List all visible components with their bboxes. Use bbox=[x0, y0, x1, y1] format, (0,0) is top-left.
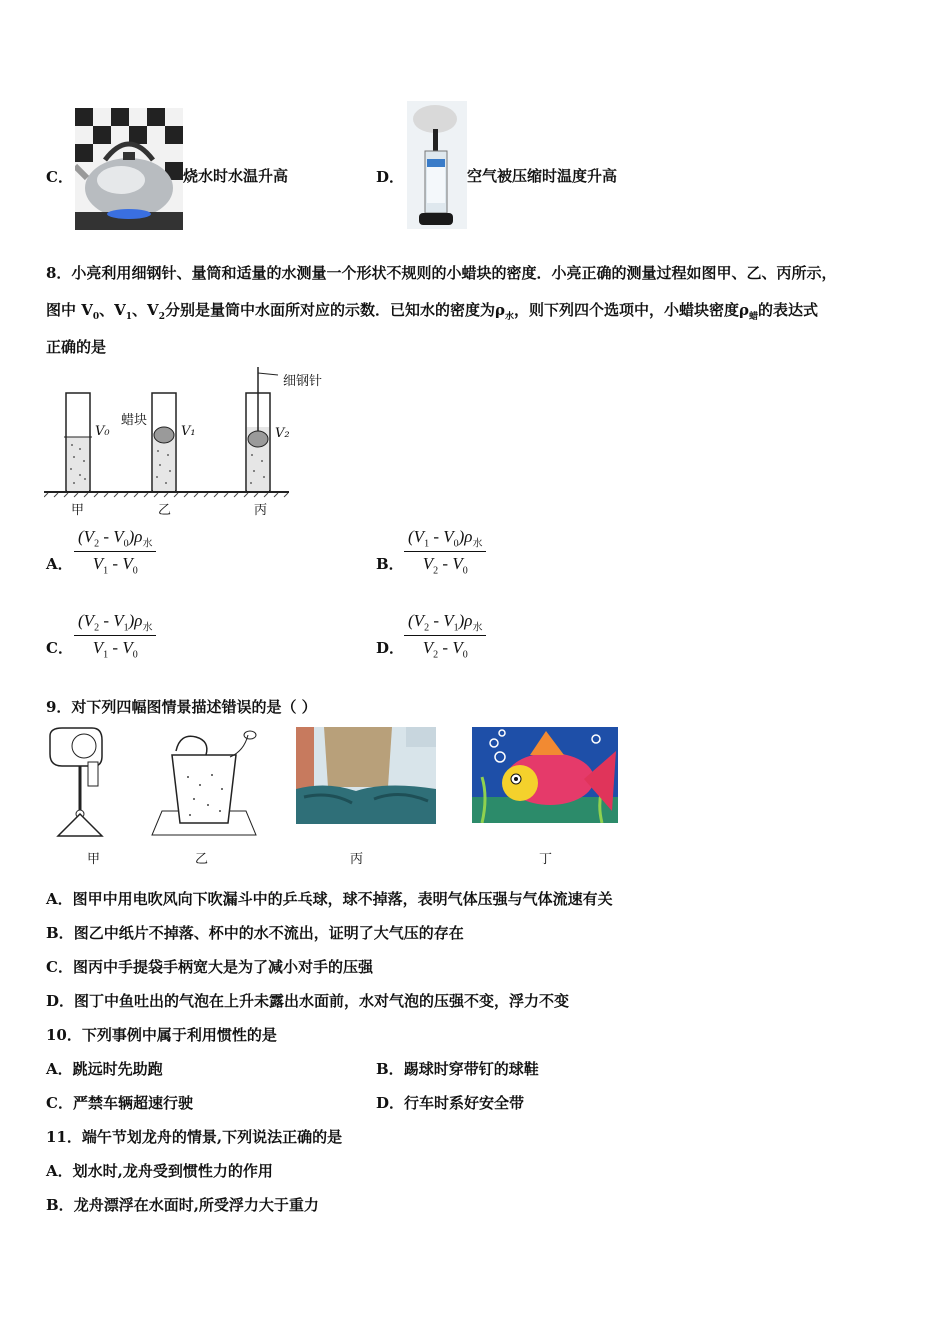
q8-stem-line3: 正确的是 bbox=[46, 338, 107, 356]
q11-stem: 11．端午节划龙舟的情景,下列说法正确的是 bbox=[46, 1128, 343, 1146]
q8-option-c-label: C． bbox=[46, 639, 73, 657]
handbag-photo bbox=[296, 727, 436, 824]
q8-option-a-label: A． bbox=[46, 555, 73, 573]
cylinder-jia bbox=[64, 393, 92, 491]
syringe-photo bbox=[407, 101, 467, 229]
q8-stem-line2: 图中 $V_0$、$V_1$、$V_2$分别是量筒中水面所对应的示数．已知水的密度为$\rho_水$，则下列四个选项中，小蜡块密度$\rho_蜡$的表达式 bbox=[46, 301, 818, 322]
kettle-photo bbox=[75, 108, 183, 230]
q9-option-c: C．图丙中手提袋手柄宽大是为了减小对手的压强 bbox=[46, 958, 373, 976]
q7-option-c-text: 烧水时水温升高 bbox=[183, 167, 289, 185]
fish-painting bbox=[472, 727, 618, 823]
q7-option-d-label: D． bbox=[376, 168, 405, 186]
q10-option-d: D．行车时系好安全带 bbox=[376, 1094, 525, 1112]
q9-caption-yi: 乙 bbox=[195, 852, 209, 867]
cylinder-yi bbox=[152, 393, 176, 491]
q9-option-a: A．图甲中用电吹风向下吹漏斗中的乒乓球，球不掉落，表明气体压强与气体流速有关 bbox=[46, 890, 613, 908]
q8-option-a-formula: $(V_2 - V_0)\rho_水$ $V_1 - V_0$ bbox=[74, 527, 156, 577]
q10-option-b: B．踢球时穿带钉的球鞋 bbox=[376, 1060, 539, 1078]
q8-stem-line1: 8．小亮利用细钢针、量筒和适量的水测量一个形状不规则的小蜡块的密度．小亮正确的测量过程如图甲、乙、丙所示， bbox=[46, 264, 837, 282]
v2-label: V₂ bbox=[275, 426, 290, 441]
inverted-cup-figure bbox=[150, 727, 260, 839]
cylinder-caption-bing: 丙 bbox=[254, 503, 268, 518]
cylinder-caption-yi: 乙 bbox=[158, 503, 172, 518]
q9-stem: 9．对下列四幅图情景描述错误的是（ ） bbox=[46, 698, 317, 716]
q8-option-b-label: B． bbox=[376, 555, 404, 573]
hair-dryer-figure bbox=[44, 726, 120, 840]
q9-caption-jia: 甲 bbox=[87, 852, 101, 867]
q9-option-d: D．图丁中鱼吐出的气泡在上升未露出水面前，水对气泡的压强不变，浮力不变 bbox=[46, 992, 570, 1010]
wax-label: 蜡块 bbox=[121, 413, 148, 428]
q11-option-b: B．龙舟漂浮在水面时,所受浮力大于重力 bbox=[46, 1196, 319, 1214]
needle-label: 细钢针 bbox=[283, 374, 323, 389]
q7-option-d-text: 空气被压缩时温度升高 bbox=[467, 167, 618, 185]
q9-option-b: B．图乙中纸片不掉落、杯中的水不流出，证明了大气压的存在 bbox=[46, 924, 464, 942]
q9-caption-ding: 丁 bbox=[539, 852, 553, 867]
v0-label: V₀ bbox=[95, 424, 110, 439]
q7-option-c-label: C． bbox=[46, 168, 73, 186]
q8-option-b-formula: $(V_1 - V_0)\rho_水$ $V_2 - V_0$ bbox=[404, 527, 486, 577]
v1-label: V₁ bbox=[181, 424, 196, 439]
q8-option-c-formula: $(V_2 - V_1)\rho_水$ $V_1 - V_0$ bbox=[74, 611, 156, 661]
q9-caption-bing: 丙 bbox=[350, 852, 364, 867]
q8-option-d-formula: $(V_2 - V_1)\rho_水$ $V_2 - V_0$ bbox=[404, 611, 486, 661]
q10-option-c: C．严禁车辆超速行驶 bbox=[46, 1094, 193, 1112]
q10-stem: 10．下列事例中属于利用惯性的是 bbox=[46, 1026, 277, 1044]
q10-option-a: A．跳远时先助跑 bbox=[46, 1060, 163, 1078]
cylinder-caption-jia: 甲 bbox=[71, 503, 85, 518]
cylinder-bing bbox=[246, 367, 278, 491]
q11-option-a: A．划水时,龙舟受到惯性力的作用 bbox=[46, 1162, 273, 1180]
q8-option-d-label: D． bbox=[376, 639, 405, 657]
